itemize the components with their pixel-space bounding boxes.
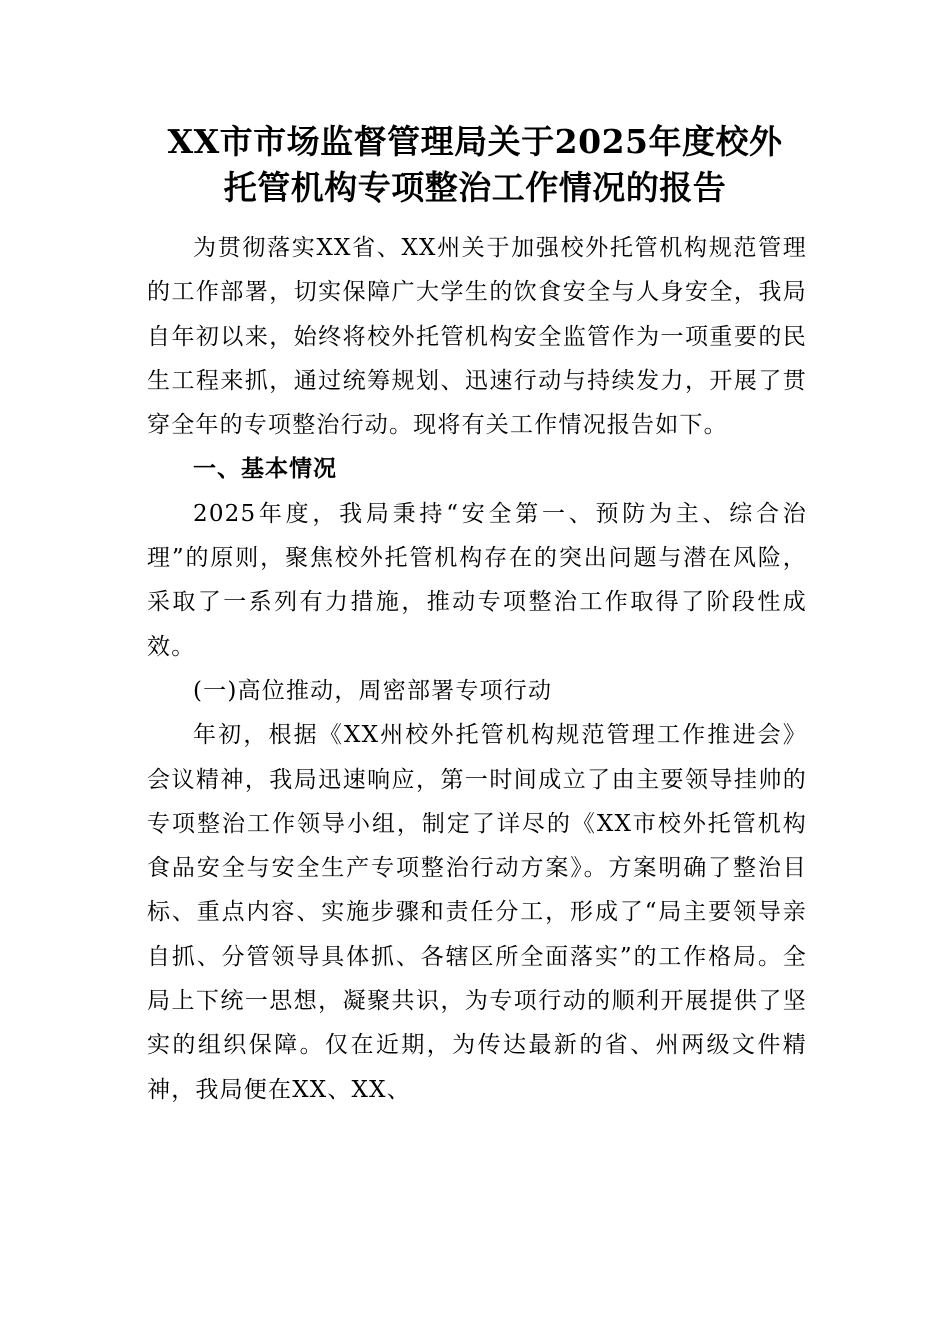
document-body — [147, 226, 807, 1112]
section-heading-basic-situation: 一、基本情况 — [193, 456, 337, 483]
section1-paragraph: 2025年度，我局秉持“安全第一、预防为主、综合治理”的原则，聚焦校外托管机构存在的突出问题与潜在风险，采取了一系列有力措施，推动专项整治工作取得了阶段性成效。 — [147, 500, 807, 660]
subsection-heading-deployment: (一)高位推动，周密部署专项行动 — [193, 677, 553, 704]
document-title-line-2: 托管机构专项整治工作情况的报告 — [223, 168, 727, 207]
intro-paragraph: 为贯彻落实XX省、XX州关于加强校外托管机构规范管理的工作部署，切实保障广大学生的饮食安全与人身安全，我局自年初以来，始终将校外托管机构安全监管作为一项重要的民生工程来抓，通过统筹规划、迅速行动与持续发力，开展了贯穿全年的专项整治行动。现将有关工作情况报告如下。 — [147, 235, 807, 439]
subsection1-paragraph: 年初，根据《XX州校外托管机构规范管理工作推进会》会议精神，我局迅速响应，第一时间成立了由主要领导挂帅的专项整治工作领导小组，制定了详尽的《XX市校外托管机构食品安全与安全生产专项整治行动方案》。方案明确了整治目标、重点内容、实施步骤和责任分工，形成了“局主要领导亲自抓、分管领导具体抓、各辖区所全面落实”的工作格局。全局上下统一思想，凝聚共识，为专项行动的顺利开展提供了坚实的组织保障。仅在近期，为传达最新的省、州两级文件精神，我局便在XX、XX、 — [147, 722, 807, 1103]
document-title-line-1: XX市市场监督管理局关于2025年度校外 — [167, 122, 783, 161]
